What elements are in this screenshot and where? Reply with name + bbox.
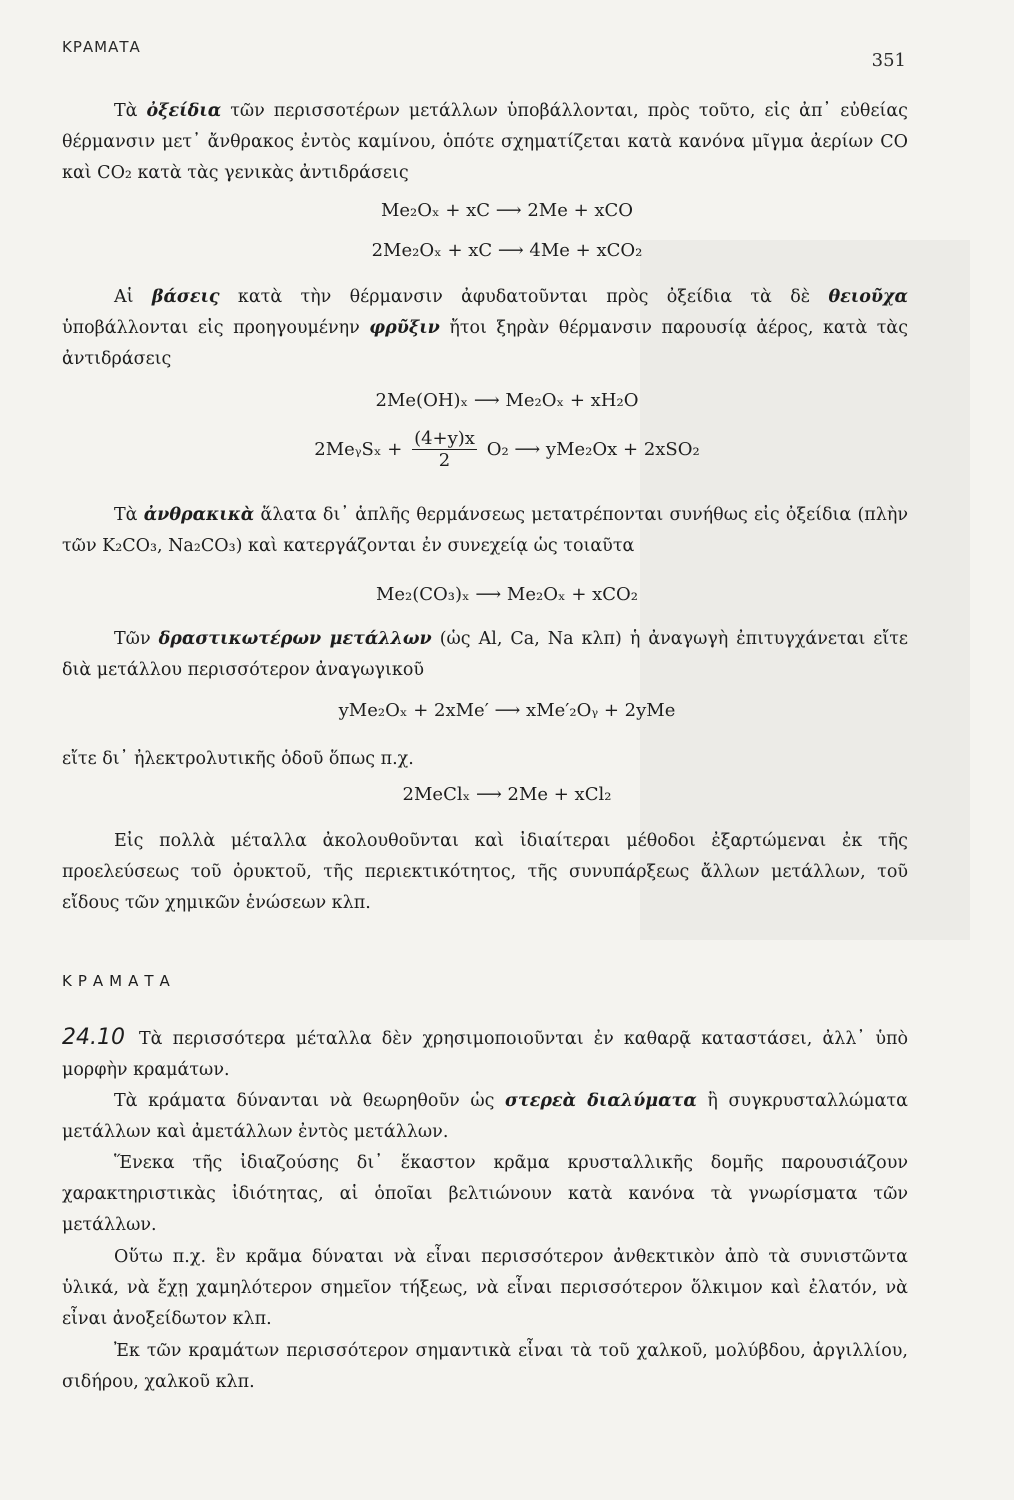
emphasis-carbonates: ἀνθρακικὰ (143, 505, 255, 525)
text-run: ἅλατα δι᾽ ἁπλῆς θερμάνσεως μετατρέπονται συνήθως εἰς ὀξείδια (πλὴν τῶν K₂CO₃, Na₂CO₃) καὶ κατεργάζονται ἐν συνεχείᾳ ὡς τοιαῦτα (62, 505, 908, 556)
paragraph-examples: Οὕτω π.χ. ἓν κρᾶμα δύναται νὰ εἶναι περισσότερον ἀνθεκτικὸν ἀπὸ τὰ συνιστῶντα ὑλικά, νὰ ἔχῃ χαμηλότερον σημεῖον τήξεως, νὰ εἶναι περισσότερον ὅλκιμον καὶ ἐλατόν, νὰ εἶναι ἀνοξείδωτον κλπ. (62, 1247, 908, 1329)
emphasis-sulfides: θειοῦχα (828, 287, 909, 307)
eq4-fraction (412, 428, 477, 471)
page-number: 351 (871, 50, 906, 71)
emphasis-oxides: ὀξείδια (146, 101, 222, 121)
equation-2: 2Me₂Oₓ + xC ⟶ 4Me + xCO₂ (371, 240, 643, 261)
paragraph-properties: Ἕνεκα τῆς ἰδιαζούσης δι᾽ ἕκαστον κρᾶμα κρυσταλλικῆς δομῆς παρουσιάζουν χαρακτηριστικὰς ἰδιότητας, αἱ ὁποῖαι βελτιώνουν κατὰ κανόνα τὰ γνωρίσματα τῶν μετάλλων. (62, 1153, 908, 1235)
text-run: Τῶν (114, 629, 159, 649)
text-run: ἤτοι ξηρὰν θέρμανσιν παρουσίᾳ ἀέρος, κατὰ τὰς ἀντιδράσεις (62, 318, 909, 369)
eq4-left: 2MeᵧSₓ + (314, 439, 403, 460)
paragraph-bases (62, 282, 908, 375)
paragraph-electrolysis: εἴτε δι᾽ ἠλεκτρολυτικῆς ὁδοῦ ὅπως π.χ. (62, 749, 414, 769)
paragraph-special-methods: Εἰς πολλὰ μέταλλα ἀκολουθοῦνται καὶ ἰδιαίτεραι μέθοδοι ἐξαρτώμεναι ἐκ τῆς προελεύσεως τοῦ ὀρυκτοῦ, τῆς περιεκτικότητος, τῆς συνυπάρξεως ἄλλων μετάλλων, τοῦ εἴδους τῶν χημικῶν ἑνώσεων κλπ. (62, 831, 908, 913)
paragraph-carbonates (62, 500, 908, 562)
text-run: (ὡς Al, Ca, Na κλπ) ἡ ἀναγωγὴ ἐπιτυγχάνεται εἴτε διὰ μετάλλου περισσότερον ἀναγωγικοῦ (62, 629, 908, 680)
paragraph-important-alloys: Ἐκ τῶν κραμάτων περισσότερον σημαντικὰ εἶναι τὰ τοῦ χαλκοῦ, μολύβδου, ἀργιλλίου, σιδήρου, χαλκοῦ κλπ. (62, 1341, 908, 1392)
paragraph-alloys-intro (62, 1022, 908, 1086)
text-run: ἢ συγκρυσταλλώματα μετάλλων καὶ ἀμετάλλων ἐντὸς μετάλλων. (62, 1091, 908, 1142)
eq4-denominator: 2 (438, 450, 451, 471)
text-run: Τὰ (114, 101, 147, 121)
text-run: κατὰ τὴν θέρμανσιν ἀφυδατοῦνται πρὸς ὀξείδια τὰ δὲ (219, 287, 829, 307)
emphasis-roasting: φρῦξιν (369, 318, 440, 338)
section-number: 24.10 (62, 1025, 125, 1050)
text-run: Αἱ (114, 287, 152, 307)
text-run: Τὰ κράματα δύνανται νὰ θεωρηθοῦν ὡς (114, 1091, 506, 1111)
text-run: τῶν περισσοτέρων μετάλλων ὑποβάλλονται, πρὸς τοῦτο, εἰς ἀπ᾽ εὐθείας θέρμανσιν μετ᾽ ἄνθρακος ἐντὸς καμίνου, ὁπότε σχηματίζεται κατὰ κανόνα μῖγμα ἀερίων CO καὶ CO₂ κατὰ τὰς γενικὰς ἀντιδράσεις (62, 101, 908, 183)
paragraph-active-metals (62, 624, 908, 686)
equation-7: 2MeClₓ ⟶ 2Me + xCl₂ (402, 784, 612, 805)
paragraph-oxides (62, 96, 908, 189)
eq4-numerator: (4+y)x (414, 428, 475, 449)
eq4-right: O₂ ⟶ yMe₂Ox + 2xSO₂ (486, 439, 700, 460)
text-run: Τὰ (114, 505, 144, 525)
section-heading: ΚΡΑΜΑΤΑ (62, 972, 176, 990)
running-head: ΚΡΑΜΑΤΑ (62, 38, 141, 56)
equation-3: 2Me(OH)ₓ ⟶ Me₂Oₓ + xH₂O (375, 390, 639, 411)
emphasis-solid-solutions: στερεὰ διαλύματα (505, 1091, 697, 1111)
emphasis-active-metals: δραστικωτέρων μετάλλων (158, 629, 432, 649)
text-run: Τὰ περισσότερα μέταλλα δὲν χρησιμοποιοῦνται ἐν καθαρᾷ καταστάσει, ἀλλ᾽ ὑπὸ μορφὴν κραμάτων. (62, 1029, 908, 1080)
equation-5: Me₂(CO₃)ₓ ⟶ Me₂Oₓ + xCO₂ (375, 584, 639, 605)
equation-4 (0, 428, 1014, 488)
equation-6: yMe₂Oₓ + 2xMe′ ⟶ xMe′₂Oᵧ + 2yMe (338, 700, 676, 721)
text-run: ὑποβάλλονται εἰς προηγουμένην (62, 318, 370, 338)
equation-1: Me₂Oₓ + xC ⟶ 2Me + xCO (380, 200, 634, 221)
paragraph-solid-solutions (62, 1086, 908, 1148)
emphasis-bases: βάσεις (151, 287, 220, 307)
